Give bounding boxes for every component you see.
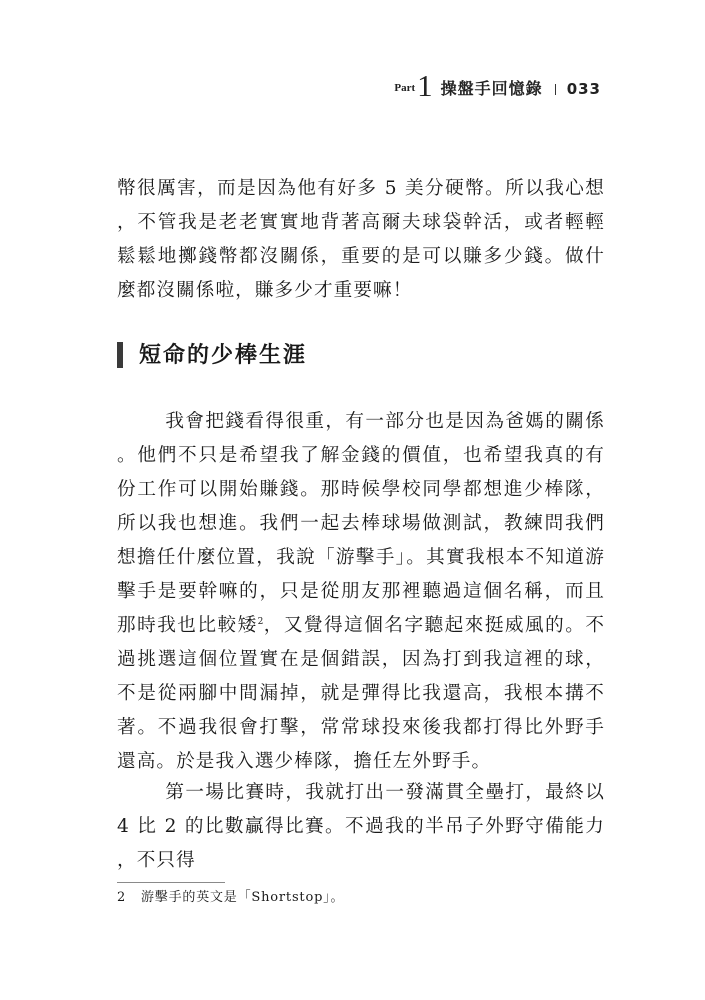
header-divider	[555, 84, 556, 95]
part-label: Part	[394, 82, 416, 94]
continued-paragraph: 幣很厲害，而是因為他有好多 5 美分硬幣。所以我心想，不管我是老老實實地背著高爾夫球袋幹活，或者輕輕鬆鬆地擲錢幣都沒關係，重要的是可以賺多少錢。做什麼都沒關係啦，賺多少才重要嘛！	[117, 178, 605, 301]
section-heading	[117, 340, 307, 370]
paragraph-2-text-b: ，又覺得這個名字聽起來挺威風的。不過挑選這個位置實在是個錯誤，因為打到我這裡的球，不是從兩腳中間漏掉，就是彈得比我還高，我根本搆不著。不過我很會打擊，常常球投來後我都打得比外野手還高。於是我入選少棒隊，擔任左外野手。	[117, 615, 606, 772]
page-number: 033	[566, 80, 601, 98]
paragraph-2	[117, 405, 605, 779]
section-heading-text: 短命的少棒生涯	[139, 342, 308, 368]
footnote-divider	[117, 882, 225, 883]
part-number: 1	[417, 68, 433, 103]
footnote-reference: 2	[257, 616, 264, 627]
heading-marker-bar	[117, 342, 123, 368]
footnote-text: 游擊手的英文是「Shortstop」。	[141, 890, 345, 905]
paragraph-2-text-a: 我會把錢看得很重，有一部分也是因為爸媽的關係。他們不只是希望我了解金錢的價值，也希望我真的有份工作可以開始賺錢。那時候學校同學都想進少棒隊，所以我也想進。我們一起去棒球場做測試，教練問我們想擔任什麼位置，我說「游擊手」。其實我根本不知道游擊手是要幹嘛的，只是從朋友那裡聽過這個名稱，而且那時我也比較矮	[117, 411, 605, 636]
footnote-number: 2	[117, 890, 127, 905]
running-header	[394, 68, 601, 103]
chapter-title: 操盤手回憶錄	[440, 79, 543, 98]
paragraph-3: 第一場比賽時，我就打出一發滿貫全壘打，最終以 4 比 2 的比數贏得比賽。不過我的半吊子外野守備能力，不只得	[117, 782, 605, 871]
footnote	[117, 888, 344, 908]
